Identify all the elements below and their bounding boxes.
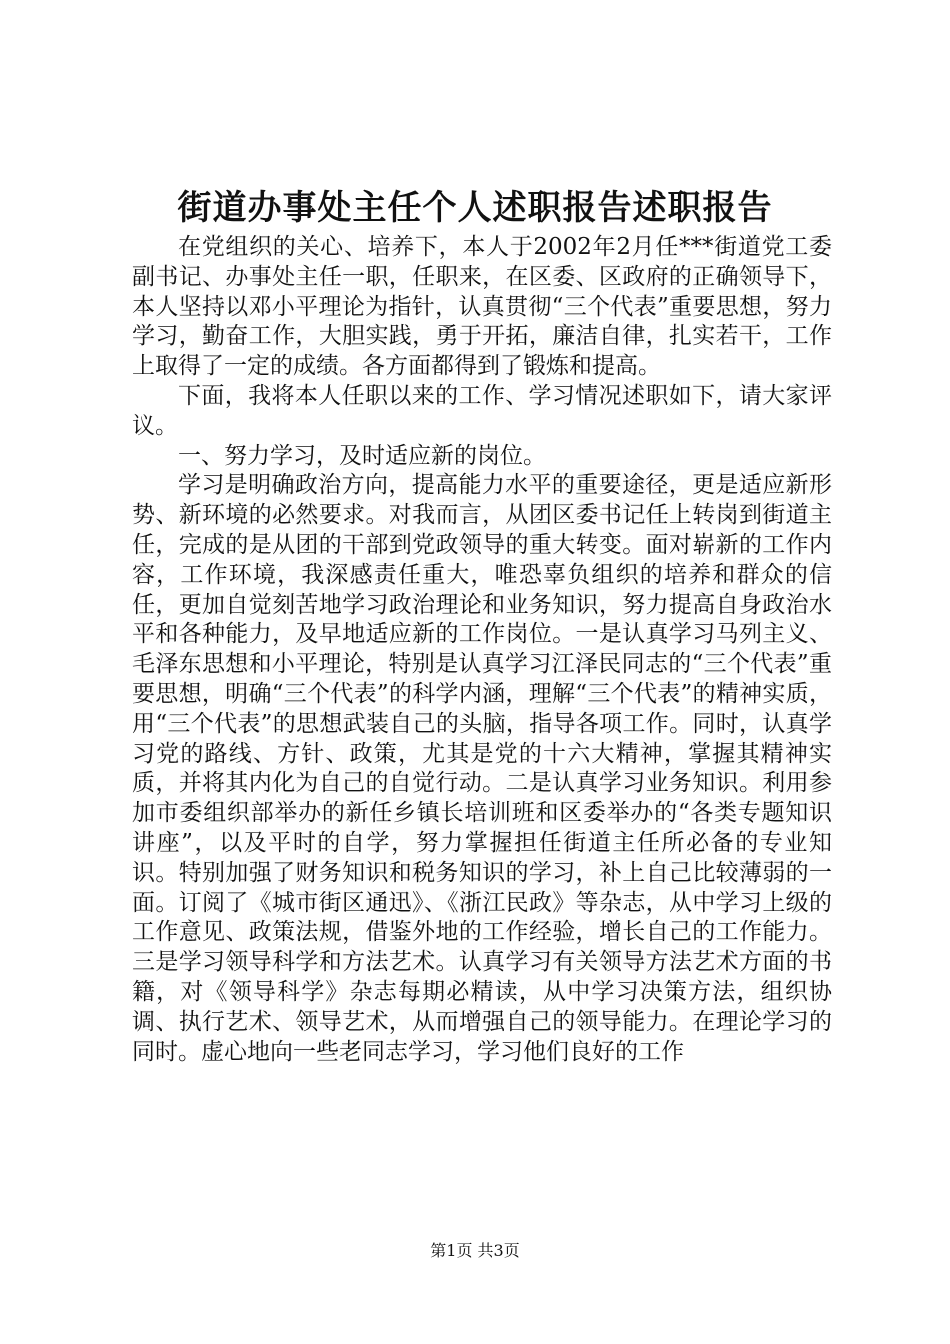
document-title: 街道办事处主任个人述职报告述职报告 (177, 188, 773, 228)
paragraph-study: 学习是明确政治方向，提高能力水平的重要途径，更是适应新形势、新环境的必然要求。对我而言，从团区委书记任上转岗到街道主任，完成的是从团的干部到党政领导的重大转变。面对崭新的工作内容，工作环境，我深感责任重大，唯恐辜负组织的培养和群众的信任，更加自觉刻苦地学习政治理论和业务知识，努力提高自身政治水平和各种能力，及早地适应新的工作岗位。一是认真学习马列主义、毛泽东思想和小平理论，特别是认真学习江泽民同志的“三个代表”重要思想，明确“三个代表”的科学内涵，理解“三个代表”的精神实质，用“三个代表”的思想武装自己的头脑，指导各项工作。同时，认真学习党的路线、方针、政策，尤其是党的十六大精神，掌握其精神实质，并将其内化为自己的自觉行动。二是认真学习业务知识。利用参加市委组织部举办的新任乡镇长培训班和区委举办的“各类专题知识讲座”，以及平时的自学，努力掌握担任街道主任所必备的专业知识。特别加强了财务知识和税务知识的学习，补上自己比较薄弱的一面。订阅了《城市街区通迅》、《浙江民政》等杂志，从中学习上级的工作意见、政策法规，借鉴外地的工作经验，增长自己的工作能力。三是学习领导科学和方法艺术。认真学习有关领导方法艺术方面的书籍，对《领导科学》杂志每期必精读，从中学习决策方法，组织协调、执行艺术、领导艺术，从而增强自己的领导能力。在理论学习的同时。虚心地向一些老同志学习，学习他们良好的工作 (132, 472, 832, 1065)
paragraph-preface: 下面，我将本人任职以来的工作、学习情况述职如下，请大家评议。 (132, 382, 832, 439)
section-heading-1: 一、努力学习，及时适应新的岗位。 (178, 442, 546, 469)
document-body (132, 233, 832, 1067)
page-footer: 第1页 共3页 (430, 1241, 520, 1260)
paragraph-intro: 在党组织的关心、培养下，本人于2002年2月任***街道党工委副书记、办事处主任一职，任职来，在区委、区政府的正确领导下，本人坚持以邓小平理论为指针，认真贯彻“三个代表”重要思想，努力学习，勤奋工作，大胆实践，勇于开拓，廉洁自律，扎实若干，工作上取得了一定的成绩。各方面都得到了锻炼和提高。 (132, 234, 832, 380)
